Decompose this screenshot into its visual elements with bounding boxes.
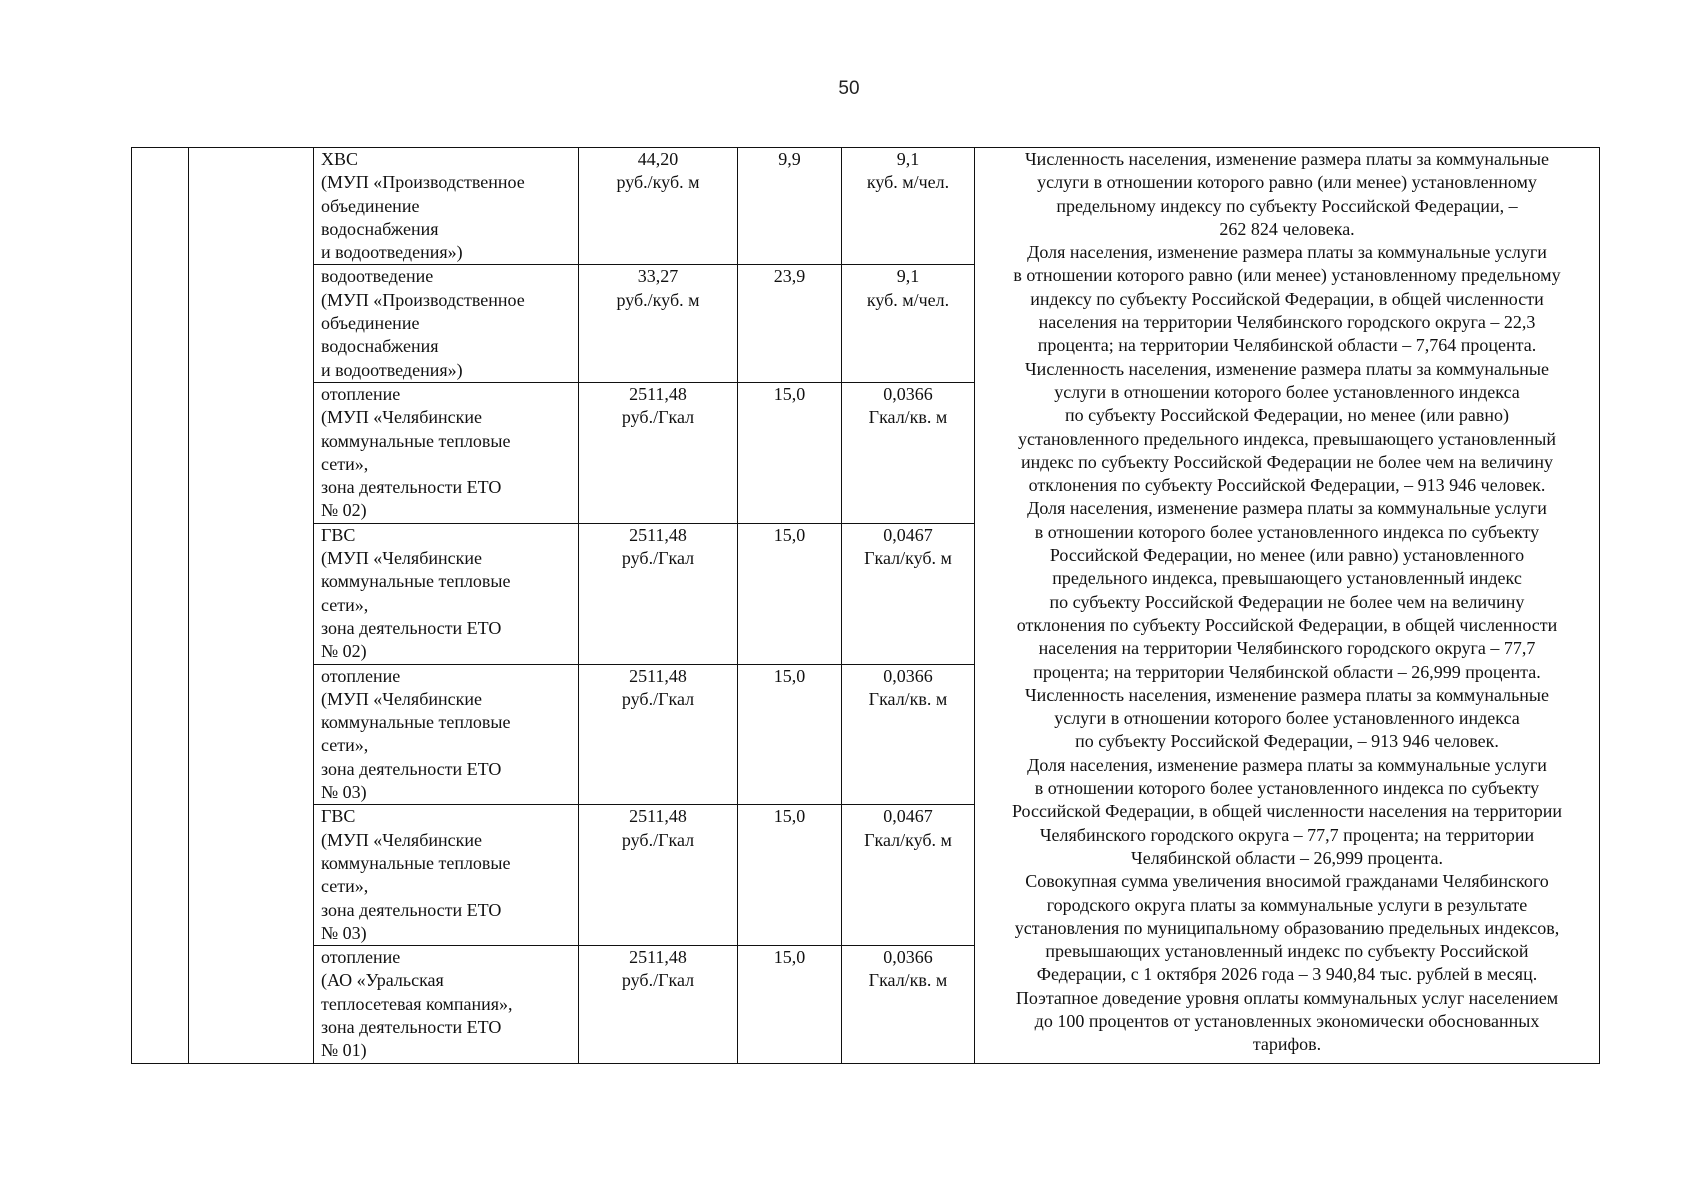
service-name-line: объединение	[321, 313, 420, 334]
norm-cell	[842, 805, 975, 946]
summary-line: установленного предельного индекса, превышающего установленный	[1017, 428, 1557, 449]
blank-cell-2	[189, 148, 314, 1064]
norm-cell	[842, 382, 975, 523]
summary-line: населения на территории Челябинского городского округа – 22,3	[1038, 312, 1536, 333]
service-name-line: сети»,	[321, 594, 369, 615]
summary-line: Челябинской области – 26,999 процента.	[1131, 847, 1443, 868]
service-name-line: водоснабжения	[321, 218, 439, 239]
summary-line: до 100 процентов от установленных экономически обоснованных	[1034, 1010, 1540, 1031]
service-name-cell	[314, 523, 579, 664]
service-name-line: № 01)	[321, 1040, 367, 1061]
summary-line: Доля населения, изменение размера платы за коммунальные услуги	[1027, 498, 1547, 519]
summary-line: предельному индексу по субъекту Российской Федерации, –	[1056, 195, 1518, 216]
summary-line: Численность населения, изменение размера платы за коммунальные	[1024, 149, 1550, 169]
service-name-line: сети»,	[321, 876, 369, 897]
norm-unit: Гкал/кв. м	[868, 407, 948, 428]
summary-line: предельного индекса, превышающего установленный индекс	[1052, 568, 1522, 589]
tariff-value: 2511,48	[629, 947, 687, 968]
summary-line: Российской Федерации, в общей численности населения на территории	[1011, 801, 1563, 822]
tariff-unit: руб./куб. м	[616, 289, 700, 310]
summary-line: Поэтапное доведение уровня оплаты коммунальных услуг населением	[1015, 987, 1559, 1008]
service-name-line: № 02)	[321, 500, 367, 521]
norm-value: 9,1	[896, 266, 920, 287]
service-name-cell	[314, 382, 579, 523]
percent-value: 23,9	[773, 266, 806, 287]
summary-line: Доля населения, изменение размера платы за коммунальные услуги	[1027, 242, 1547, 263]
tariff-cell	[579, 805, 738, 946]
tariff-cell	[579, 382, 738, 523]
norm-cell	[842, 946, 975, 1063]
service-name-cell	[314, 946, 579, 1063]
tariff-value: 44,20	[637, 149, 679, 169]
service-name-line: зона деятельности ЕТО	[321, 617, 502, 638]
summary-line: тарифов.	[1252, 1034, 1322, 1055]
percent-cell	[738, 805, 842, 946]
norm-value: 0,0467	[883, 806, 933, 827]
service-name-line: (МУП «Челябинские	[321, 688, 482, 709]
summary-line: процента; на территории Челябинской области – 26,999 процента.	[1033, 661, 1541, 682]
service-name-line: (МУП «Производственное	[321, 289, 525, 310]
service-name-line: сети»,	[321, 735, 369, 756]
summary-line: отклонения по субъекту Российской Федерации, в общей численности	[1016, 614, 1558, 635]
tariff-value: 2511,48	[629, 524, 687, 545]
summary-line: Российской Федерации, но менее (или равно) установленного	[1049, 545, 1525, 566]
table-row	[132, 148, 1600, 265]
norm-unit: Гкал/кв. м	[868, 688, 948, 709]
service-name-line: водоснабжения	[321, 336, 439, 357]
tariff-unit: руб./Гкал	[621, 970, 695, 991]
summary-line: по субъекту Российской Федерации не более чем на величину	[1049, 591, 1525, 612]
service-name-line: сети»,	[321, 453, 369, 474]
norm-value: 0,0366	[883, 665, 933, 686]
norm-cell	[842, 523, 975, 664]
percent-cell	[738, 148, 842, 265]
norm-unit: Гкал/куб. м	[864, 548, 952, 569]
tariff-cell	[579, 148, 738, 265]
summary-line: индексу по субъекту Российской Федерации, в общей численности	[1030, 288, 1544, 309]
service-name-line: водоотведение	[321, 266, 434, 287]
service-name-line: ГВС	[321, 524, 356, 545]
percent-cell	[738, 265, 842, 382]
service-name-line: (МУП «Производственное	[321, 172, 525, 193]
tariff-unit: руб./Гкал	[621, 829, 695, 850]
summary-line: установления по муниципальному образованию предельных индексов,	[1014, 917, 1560, 938]
summary-line: Челябинского городского округа – 77,7 процента; на территории	[1039, 824, 1535, 845]
summary-line: услуги в отношении которого равно (или менее) установленному	[1037, 172, 1537, 193]
tariff-cell	[579, 265, 738, 382]
service-name-line: (АО «Уральская	[321, 970, 444, 991]
service-name-cell	[314, 805, 579, 946]
tariff-cell	[579, 946, 738, 1063]
service-name-cell	[314, 148, 579, 265]
tariff-table	[131, 147, 1600, 1064]
norm-unit: куб. м/чел.	[866, 172, 950, 193]
service-name-line: № 02)	[321, 641, 367, 662]
service-name-line: зона деятельности ЕТО	[321, 477, 502, 498]
service-name-line: отопление	[321, 383, 401, 404]
percent-cell	[738, 946, 842, 1063]
norm-cell	[842, 664, 975, 805]
tariff-value: 2511,48	[629, 665, 687, 686]
service-name-line: коммунальные тепловые	[321, 712, 511, 733]
summary-line: Доля населения, изменение размера платы за коммунальные услуги	[1027, 754, 1547, 775]
norm-unit: куб. м/чел.	[866, 289, 950, 310]
summary-line: в отношении которого более установленного индекса по субъекту	[1034, 521, 1540, 542]
percent-value: 15,0	[773, 806, 806, 827]
service-name-line: (МУП «Челябинские	[321, 407, 482, 428]
percent-value: 15,0	[773, 524, 806, 545]
summary-line: городского округа платы за коммунальные услуги в результате	[1046, 894, 1528, 915]
summary-line: в отношении которого более установленного индекса по субъекту	[1034, 778, 1540, 799]
service-name-line: № 03)	[321, 922, 367, 943]
service-name-line: ХВС	[321, 149, 359, 169]
summary-text-cell	[975, 148, 1600, 1064]
summary-line: по субъекту Российской Федерации, – 913 946 человек.	[1075, 731, 1499, 752]
summary-line: услуги в отношении которого более установленного индекса	[1054, 381, 1520, 402]
percent-cell	[738, 382, 842, 523]
service-name-cell	[314, 664, 579, 805]
tariff-unit: руб./Гкал	[621, 548, 695, 569]
norm-value: 0,0366	[883, 947, 933, 968]
percent-cell	[738, 664, 842, 805]
norm-value: 9,1	[896, 149, 920, 169]
summary-line: услуги в отношении которого более установленного индекса	[1054, 708, 1520, 729]
percent-value: 15,0	[773, 665, 806, 686]
norm-value: 0,0467	[883, 524, 933, 545]
norm-unit: Гкал/кв. м	[868, 970, 948, 991]
tariff-value: 2511,48	[629, 806, 687, 827]
tariff-value: 2511,48	[629, 383, 687, 404]
summary-line: отклонения по субъекту Российской Федерации, – 913 946 человек.	[1028, 475, 1546, 496]
service-name-line: № 03)	[321, 782, 367, 803]
tariff-cell	[579, 664, 738, 805]
service-name-line: объединение	[321, 195, 420, 216]
service-name-line: коммунальные тепловые	[321, 852, 511, 873]
service-name-line: отопление	[321, 947, 401, 968]
summary-line: индекс по субъекту Российской Федерации не более чем на величину	[1020, 451, 1554, 472]
service-name-line: зона деятельности ЕТО	[321, 758, 502, 779]
service-name-line: и водоотведения»)	[321, 359, 463, 380]
service-name-line: зона деятельности ЕТО	[321, 899, 502, 920]
service-name-line: (МУП «Челябинские	[321, 548, 482, 569]
service-name-cell	[314, 265, 579, 382]
summary-line: населения на территории Челябинского городского округа – 77,7	[1038, 638, 1536, 659]
summary-line: по субъекту Российской Федерации, но менее (или равно)	[1065, 405, 1509, 426]
tariff-cell	[579, 523, 738, 664]
summary-line: превышающих установленный индекс по субъекту Российской	[1045, 941, 1529, 962]
tariff-unit: руб./Гкал	[621, 688, 695, 709]
percent-value: 9,9	[778, 149, 801, 169]
norm-cell	[842, 265, 975, 382]
summary-line: Федерации, с 1 октября 2026 года – 3 940,84 тыс. рублей в месяц.	[1036, 964, 1538, 985]
service-name-line: отопление	[321, 665, 401, 686]
percent-value: 15,0	[773, 947, 806, 968]
service-name-line: ГВС	[321, 806, 356, 827]
service-name-line: (МУП «Челябинские	[321, 829, 482, 850]
tariff-unit: руб./куб. м	[616, 172, 700, 193]
summary-line: Численность населения, изменение размера платы за коммунальные	[1024, 358, 1550, 379]
tariff-value: 33,27	[637, 266, 679, 287]
percent-value: 15,0	[773, 383, 806, 404]
norm-unit: Гкал/куб. м	[864, 829, 952, 850]
page-number: 50	[838, 78, 860, 99]
tariff-unit: руб./Гкал	[621, 407, 695, 428]
summary-line: Численность населения, изменение размера платы за коммунальные	[1024, 684, 1550, 705]
summary-line: Совокупная сумма увеличения вносимой гражданами Челябинского	[1025, 871, 1549, 892]
blank-cell-1	[132, 148, 189, 1064]
service-name-line: теплосетевая компания»,	[321, 993, 513, 1014]
service-name-line: и водоотведения»)	[321, 242, 463, 263]
percent-cell	[738, 523, 842, 664]
service-name-line: зона деятельности ЕТО	[321, 1016, 502, 1037]
service-name-line: коммунальные тепловые	[321, 571, 511, 592]
service-name-line: коммунальные тепловые	[321, 430, 511, 451]
norm-cell	[842, 148, 975, 265]
summary-line: процента; на территории Челябинской области – 7,764 процента.	[1037, 335, 1537, 356]
summary-line: в отношении которого равно (или менее) установленному предельному	[1013, 265, 1561, 286]
summary-line: 262 824 человека.	[1219, 218, 1355, 239]
norm-value: 0,0366	[883, 383, 933, 404]
